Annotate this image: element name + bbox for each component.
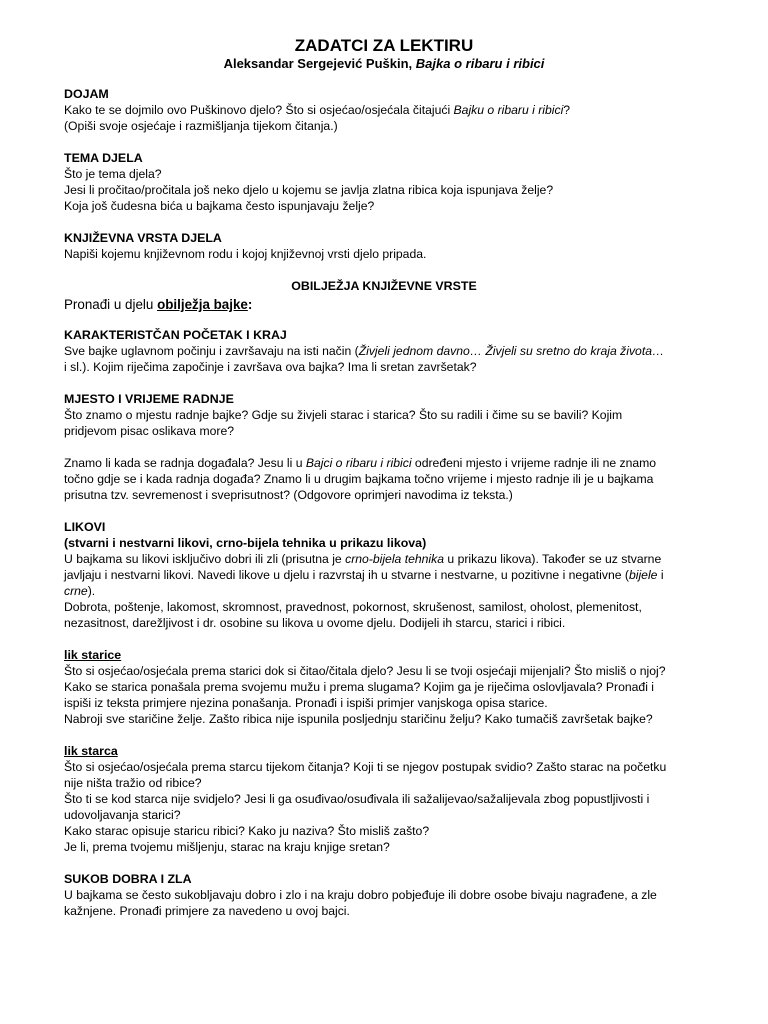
starac-line-1: Što si osjećao/osjećala prema starcu tijekom čitanja? Koji ti se njegov postupak svidio? Zašto starac na početku [64, 760, 667, 774]
vrsta-question: Napiši kojemu književnom rodu i kojoj književnoj vrsti djelo pripada. [64, 247, 427, 261]
starica-line-2: Kako se starica ponašala prema svojemu mužu i prema slugama? Kojim ga je riječima oslovljavala? Pronađi i [64, 680, 655, 694]
sukob-line-1: U bajkama se često sukobljavaju dobro i zlo i na kraju dobro pobjeđuje ili dobre osobe bivaju nagrađene, a zle [64, 888, 657, 902]
work-title: Bajka o ribaru i ribici [415, 56, 545, 71]
section-tema-heading: TEMA DJELA [64, 151, 143, 165]
starac-line-6: Je li, prema tvojemu mišljenju, starac na kraju knjige sretan? [64, 840, 390, 854]
mjesto-line-2: pridjevom pisac oslikava more? [64, 424, 235, 438]
likovi-line-1: U bajkama su likovi isključivo dobri ili zli (prisutna je crno-bijela tehnika u prikazu likova). Također se uz stvarne [64, 552, 662, 566]
pocetak-line-2: i sl.). Kojim riječima započinje i završava ova bajka? Ima li sretan završetak? [64, 360, 477, 374]
mjesto-line-3: Znamo li kada se radnja događala? Jesu li u Bajci o ribaru i ribici određeni mjesto i vrijeme radnje ili ne znamo [64, 456, 657, 470]
likovi-line-2: javljaju i nestvarni likovi. Navedi likove u djelu i razvrstaj ih u stvarne i nestvarne, u pozitivne i negativne (bijele i [64, 568, 664, 582]
section-pocetak-heading: KARAKTERISTČAN POČETAK I KRAJ [64, 328, 287, 342]
likovi-line-3: crne). [64, 584, 96, 598]
likovi-subheading: (stvarni i nestvarni likovi, crno-bijela tehnika u prikazu likova) [64, 536, 427, 550]
section-starica-heading: lik starice [64, 648, 122, 662]
starica-line-3: ispiši iz teksta primjere njezina ponašanja. Pronađi i ispiši primjer vanjskoga opisa starice. [64, 696, 548, 710]
section-mjesto-heading: MJESTO I VRIJEME RADNJE [64, 392, 234, 406]
sukob-line-2: kažnjene. Pronađi primjere za navedeno u ovoj bajci. [64, 904, 350, 918]
section-vrsta-heading: KNJIŽEVNA VRSTA DJELA [64, 231, 222, 245]
starac-line-4: udovoljavanja starici? [64, 808, 181, 822]
likovi-line-5: nezasitnost, darežljivost i dr. osobine su likova u ovome djelu. Dodijeli ih starcu, starici i ribici. [64, 616, 566, 630]
page-subtitle [64, 56, 704, 72]
page-title: ZADATCI ZA LEKTIRU [294, 36, 474, 55]
section-obiljezja-heading: OBILJEŽJA KNJIŽEVNE VRSTE [291, 279, 477, 293]
dojam-instruction: (Opiši svoje osjećaje i razmišljanja tijekom čitanja.) [64, 119, 338, 133]
starac-line-3: Što ti se kod starca nije svidjelo? Jesi li ga osuđivao/osuđivala ili sažalijevao/sažalijevala zbog popustljivosti i [64, 792, 650, 806]
tema-question-3: Koja još čudesna bića u bajkama često ispunjavaju želje? [64, 199, 375, 213]
section-likovi-heading: LIKOVI [64, 520, 106, 534]
starac-line-2: nije ništa tražio od ribice? [64, 776, 202, 790]
pocetak-line-1: Sve bajke uglavnom počinju i završavaju na isti način (Živjeli jednom davno… Živjeli su sretno do kraja života… [64, 344, 665, 358]
mjesto-line-4: točno gdje se i kada radnja događa? Znamo li u drugim bajkama točno vrijeme i mjesto radnje ili je u bajkama [64, 472, 654, 486]
section-dojam-heading: DOJAM [64, 87, 109, 101]
starica-line-1: Što si osjećao/osjećala prema starici dok si čitao/čitala djelo? Jesu li se tvoji osjećaji mijenjali? Što misliš o njoj? [64, 664, 666, 678]
starica-line-4: Nabroji sve staričine želje. Zašto ribica nije ispunila posljednju staričinu želju? Kako tumačiš završetak bajke? [64, 712, 653, 726]
tema-question-2: Jesi li pročitao/pročitala još neko djelo u kojemu se javlja zlatna ribica koja ispunjava želje? [64, 183, 554, 197]
mjesto-line-1: Što znamo o mjestu radnje bajke? Gdje su živjeli starac i starica? Što su radili i čime su se bavili? Kojim [64, 408, 623, 422]
tema-question-1: Što je tema djela? [64, 167, 162, 181]
author-name: Aleksandar Sergejević Puškin, [223, 56, 416, 71]
dojam-question-1: Kako te se dojmilo ovo Puškinovo djelo? Što si osjećao/osjećala čitajući Bajku o ribaru i ribici? [64, 103, 571, 117]
mjesto-line-5: prisutna tzv. sevremenost i sveprisutnost? (Odgovore oprimjeri navodima iz teksta.) [64, 488, 513, 502]
section-sukob-heading: SUKOB DOBRA I ZLA [64, 872, 192, 886]
section-starac-heading: lik starca [64, 744, 118, 758]
worksheet-page [64, 36, 704, 919]
likovi-line-4: Dobrota, poštenje, lakomost, skromnost, pravednost, pokornost, skrušenost, samilost, oholost, plemenitost, [64, 600, 642, 614]
obiljezja-intro: Pronađi u djelu obilježja bajke: [64, 297, 253, 312]
starac-line-5: Kako starac opisuje staricu ribici? Kako ju naziva? Što misliš zašto? [64, 824, 430, 838]
